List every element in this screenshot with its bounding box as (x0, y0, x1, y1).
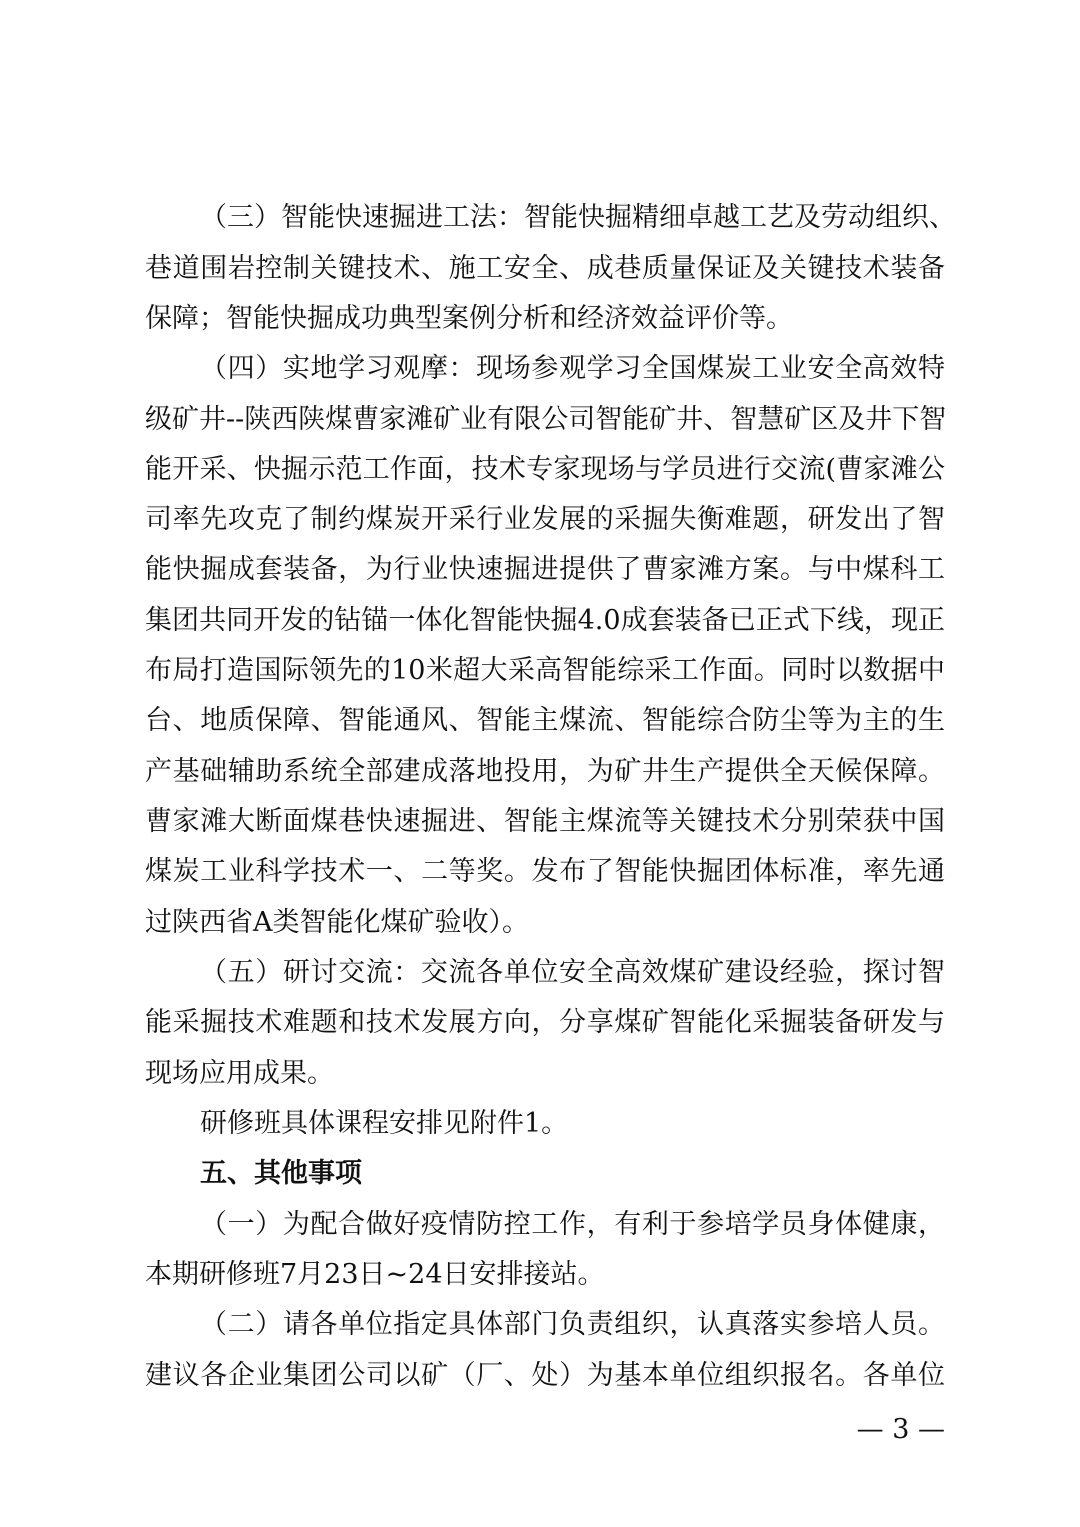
section-heading: 五、其他事项 (200, 1158, 362, 1189)
paragraph-line: 产基础辅助系统全部建成落地投用，为矿井生产提供全天候保障。 (145, 756, 945, 787)
paragraph-line: 司率先攻克了制约煤炭开采行业发展的采掘失衡难题，研发出了智 (145, 504, 945, 535)
paragraph-line: 建议各企业集团公司以矿（厂、处）为基本单位组织报名。各单位 (145, 1360, 945, 1391)
paragraph-line: 曹家滩大断面煤巷快速掘进、智能主煤流等关键技术分别荣获中国 (145, 806, 945, 837)
paragraph-line: 能开采、快掘示范工作面，技术专家现场与学员进行交流(曹家滩公 (145, 454, 945, 485)
paragraph-line: 保障；智能快掘成功典型案例分析和经济效益评价等。 (145, 303, 793, 334)
paragraph-line: （三）智能快速掘进工法：智能快掘精细卓越工艺及劳动组织、 (200, 202, 956, 233)
paragraph-line: 现场应用成果。 (145, 1058, 334, 1089)
paragraph-line: 本期研修班7月23日~24日安排接站。 (145, 1259, 605, 1290)
paragraph-line: （二）请各单位指定具体部门负责组织，认真落实参培人员。 (200, 1309, 945, 1340)
paragraph-line: （一）为配合做好疫情防控工作，有利于参培学员身体健康， (200, 1209, 945, 1240)
paragraph-line: 台、地质保障、智能通风、智能主煤流、智能综合防尘等为主的生 (145, 705, 945, 736)
paragraph-line: 巷道围岩控制关键技术、施工安全、成巷质量保证及关键技术装备 (145, 253, 945, 284)
paragraph-line: （四）实地学习观摩：现场参观学习全国煤炭工业安全高效特 (200, 353, 945, 384)
paragraph-line: （五）研讨交流：交流各单位安全高效煤矿建设经验，探讨智 (200, 957, 945, 988)
page-number: — 3 — (856, 1414, 945, 1445)
paragraph-line: 能采掘技术难题和技术发展方向，分享煤矿智能化采掘装备研发与 (145, 1007, 945, 1038)
paragraph-line: 级矿井--陕西陕煤曹家滩矿业有限公司智能矿井、智慧矿区及井下智 (145, 404, 947, 435)
paragraph-line: 煤炭工业科学技术一、二等奖。发布了智能快掘团体标准，率先通 (145, 856, 945, 887)
paragraph-line: 布局打造国际领先的10米超大采高智能综采工作面。同时以数据中 (145, 655, 945, 686)
paragraph-line: 过陕西省A类智能化煤矿验收）。 (145, 907, 529, 938)
paragraph-line: 能快掘成套装备，为行业快速掘进提供了曹家滩方案。与中煤科工 (145, 554, 945, 585)
paragraph-line: 研修班具体课程安排见附件1。 (200, 1108, 569, 1139)
paragraph-line: 集团共同开发的钻锚一体化智能快掘4.0成套装备已正式下线，现正 (145, 605, 945, 636)
